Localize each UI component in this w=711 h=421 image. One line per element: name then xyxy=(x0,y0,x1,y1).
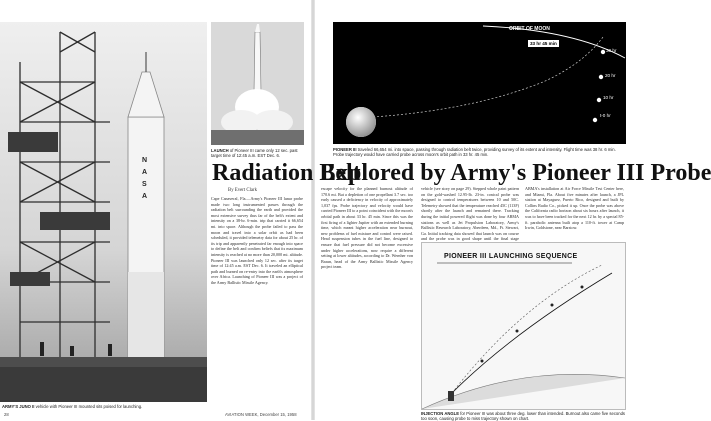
trajectory-caption xyxy=(333,147,626,157)
headline-left: Radiation Belt xyxy=(212,160,361,186)
caption-text: for Pioneer III was about three deg. lower than intended. Burnout also came five seconds too soon, causing probe to miss trajectory shown on chart. xyxy=(421,411,625,421)
rocket-photo-caption xyxy=(2,404,207,409)
launch-sequence-diagram xyxy=(421,242,626,410)
left-footer-publication: AVIATION WEEK, December 15, 1958 xyxy=(225,412,297,417)
launch-photo xyxy=(211,22,304,145)
article-column-2: escape velocity for the planned burnout altitude of 170.6 mi. But a depletion of one propellant 3.7 sec. too early caused a deficiency in velocity of approximately 1,037 fps. Probe trajectory and velocity would have carried Pioneer III to a point coincident with the moon's orbital path in about 33 hr. 45 min. Since this was the first firing of a lighter Jupiter with an extended burning time, which meant higher acceleration near burnout, new problems of fuel mixture and control were raised. Head suspension tubes in the fuel line, designed to ensure that fuel pressure did not become excessive under higher accelerations, now require a different setting at lower altitudes, according to Dr. Wernher von Braun, head of the Army Ballistic Missile Agency project team. xyxy=(321,186,413,270)
diagram-title: PIONEER III LAUNCHING SEQUENCE xyxy=(444,253,578,260)
diagram-caption xyxy=(421,411,626,421)
nasa-letter: S xyxy=(142,181,147,188)
launch-sequence-illustration xyxy=(422,243,625,409)
article-column-3: vehicle (see story on page 29). Stepped whole paint pattern on the gold-washed 12.95-lb. 23-in. conical probe was designed to control temperatures between 10 and 50C. Telemetry showed that the temperature reached 45C (113F) shortly after the launch and remained there. Tracking during the initial powered flight was done by four ABMA stations as well as Jet Propulsion Laboratory, Army's Ballistic Research Laboratory, Aberdeen, Md., Ft. Stewart, Ga. Initial tracking data showed that launch was on course and the probe was in good shape until the final stage xyxy=(421,186,519,242)
caption-label: ARMY'S JUNO II xyxy=(2,404,35,409)
rocket-photo xyxy=(0,22,207,402)
rocket-gantry-illustration xyxy=(0,22,207,402)
orbit-of-moon-label: ORBIT OF MOON xyxy=(509,26,550,32)
trajectory-photo xyxy=(333,22,626,144)
time-badge: 33 hr 45 min xyxy=(530,41,557,46)
headline-right: Explored by Army's Pioneer III Probe xyxy=(320,160,711,186)
trajectory-illustration xyxy=(333,22,626,144)
article-column-1: Cape Canaveral, Fla.—Army's Pioneer III lunar probe made two long instrumented passes through the radiation belt surrounding the earth and provided the most extensive survey thus far of the belt's extent and intensity on a 38-hr. 6-min. trip that carried it 66,654 mi. into space. Although the probe failed to pass the moon and travel into a solar orbit as had been scheduled, it provided telemetry data for about 25 hr. of its trip and apparently penetrated far enough into space to define the belt and confirm beliefs that its maximum intensity is reached at no more than 20,000 mi. altitude. Pioneer III was launched only 12 sec. after its target time of 12:45 a.m. EST Dec. 6. It traveled an elliptical path and burned on re-entry into the earth's atmosphere over Africa. Launching of Pioneer III was a project of the Army Ballistic Missile Agency. xyxy=(211,196,303,285)
article-column-4: ABMA's installation at Air Force Missile Test Center here, and Miami, Fla. About five minutes after launch, a JPL station at Mayaguez, Puerto Rico, designed and built by Collins Radio Co., picked it up. Once the probe was above the California radio horizon about six hours after launch, it was to have been tracked for the next 12 hr. by a special 85-ft. parabolic antenna built atop a 110-ft. tower at Camp Irwin, Goldstone, near Barstow. xyxy=(525,186,624,231)
caption-label: INJECTION ANGLE xyxy=(421,411,460,416)
hour-mark-label: 20 hr xyxy=(605,73,616,78)
caption-label: LAUNCH xyxy=(211,148,229,153)
caption-text: of Pioneer III came only 12 sec. past target time of 12:45 a.m. EST Dec. 6. xyxy=(211,148,298,158)
caption-label: PIONEER III xyxy=(333,147,357,152)
nasa-letter: A xyxy=(142,169,148,176)
caption-text: traveled 66,654 mi. into space, passing through radiation belt twice, providing survey of its extent and intensity. Flight time was 38 hr. 6 min. Probe trajectory would have carried probe across moon's orbit path in 33 hr. 45 min. xyxy=(333,147,616,157)
caption-text: vehicle with Pioneer III mounted sits poised for launching. xyxy=(35,404,143,409)
nasa-letter: A xyxy=(142,193,148,200)
left-page-number: 28 xyxy=(4,412,9,417)
nasa-letter: N xyxy=(142,157,148,164)
hour-mark-label: 10 hr xyxy=(603,95,614,100)
launch-photo-caption xyxy=(211,148,306,158)
launch-flame-illustration xyxy=(211,22,304,145)
byline: By Evert Clark xyxy=(228,188,258,193)
hour-mark-label: t-0 hr xyxy=(600,113,611,118)
page-gutter xyxy=(311,0,315,420)
hour-mark-label: 30 hr xyxy=(606,48,617,53)
